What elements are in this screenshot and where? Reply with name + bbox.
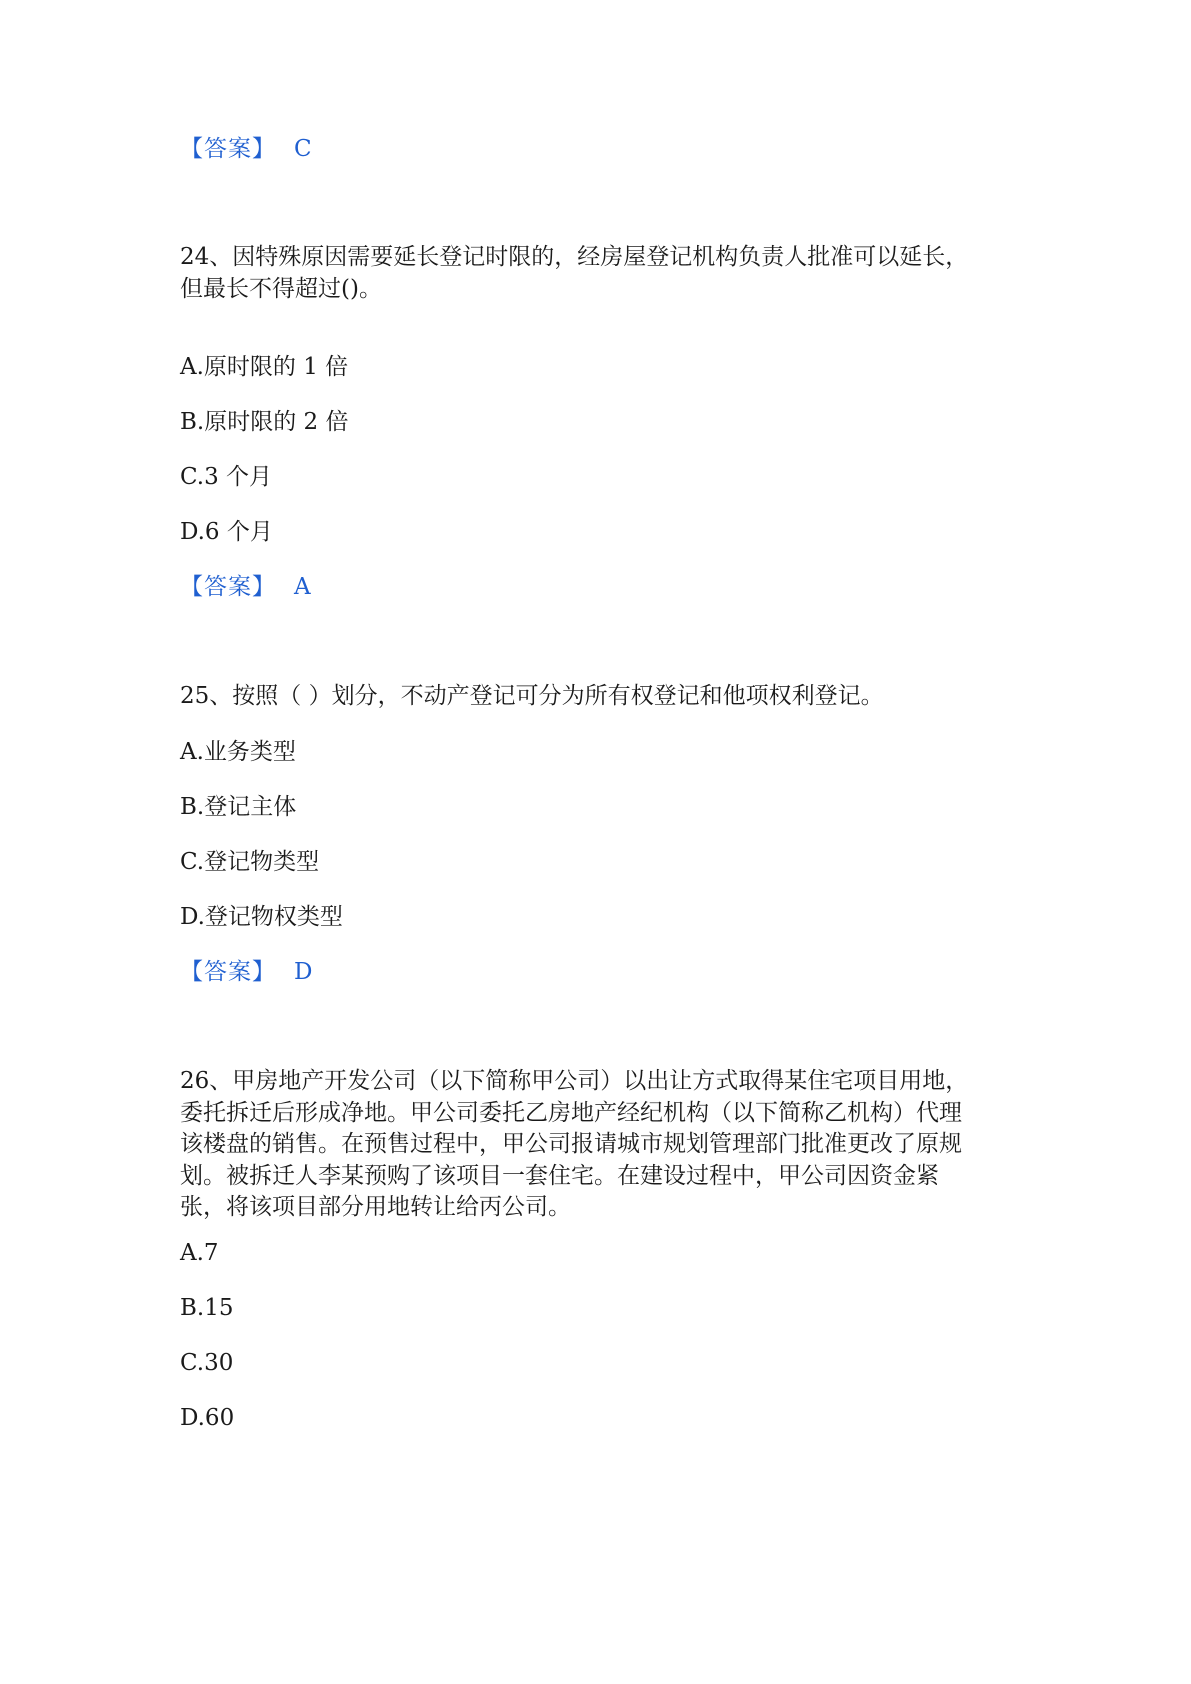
question-line: 委托拆迁后形成净地。甲公司委托乙房地产经纪机构（以下简称乙机构）代理 (180, 1099, 962, 1126)
question-24-answer (180, 571, 311, 603)
question-25-option-d: D.登记物权类型 (180, 904, 343, 930)
question-26-option-c: C.30 (180, 1350, 234, 1376)
answer-line-prev (180, 133, 312, 165)
question-25-option-c: C.登记物类型 (180, 849, 320, 875)
question-26-text (180, 1066, 1020, 1224)
question-24-option-a: A.原时限的 1 倍 (180, 354, 349, 380)
question-line: 该楼盘的销售。在预售过程中，甲公司报请城市规划管理部门批准更改了原规 (180, 1131, 962, 1157)
question-line: 26、甲房地产开发公司（以下简称甲公司）以出让方式取得某住宅项目用地， (180, 1068, 969, 1094)
answer-value: A (294, 574, 311, 600)
answer-label: 【答案】 (180, 574, 276, 600)
question-24-text (180, 242, 1020, 305)
question-25-option-b: B.登记主体 (180, 794, 297, 820)
question-26-option-b: B.15 (180, 1295, 234, 1321)
question-24-option-c: C.3 个月 (180, 464, 273, 490)
question-24-option-b: B.原时限的 2 倍 (180, 409, 349, 435)
answer-value: D (294, 959, 313, 985)
question-25-answer (180, 956, 312, 988)
question-line: 但最长不得超过()。 (180, 275, 382, 302)
question-line: 张，将该项目部分用地转让给丙公司。 (180, 1194, 571, 1220)
question-line: 25、按照（ ）划分，不动产登记可分为所有权登记和他项权利登记。 (180, 683, 884, 709)
answer-label: 【答案】 (180, 136, 276, 162)
question-line: 24、因特殊原因需要延长登记时限的，经房屋登记机构负责人批准可以延长， (180, 244, 969, 270)
question-25-text (180, 681, 1020, 713)
question-26-option-a: A.7 (180, 1240, 219, 1266)
question-25-option-a: A.业务类型 (180, 739, 296, 765)
answer-value: C (294, 136, 312, 162)
question-line: 划。被拆迁人李某预购了该项目一套住宅。在建设过程中，甲公司因资金紧 (180, 1162, 939, 1189)
answer-label: 【答案】 (180, 959, 276, 985)
question-26-option-d: D.60 (180, 1405, 235, 1431)
question-24-option-d: D.6 个月 (180, 519, 273, 545)
